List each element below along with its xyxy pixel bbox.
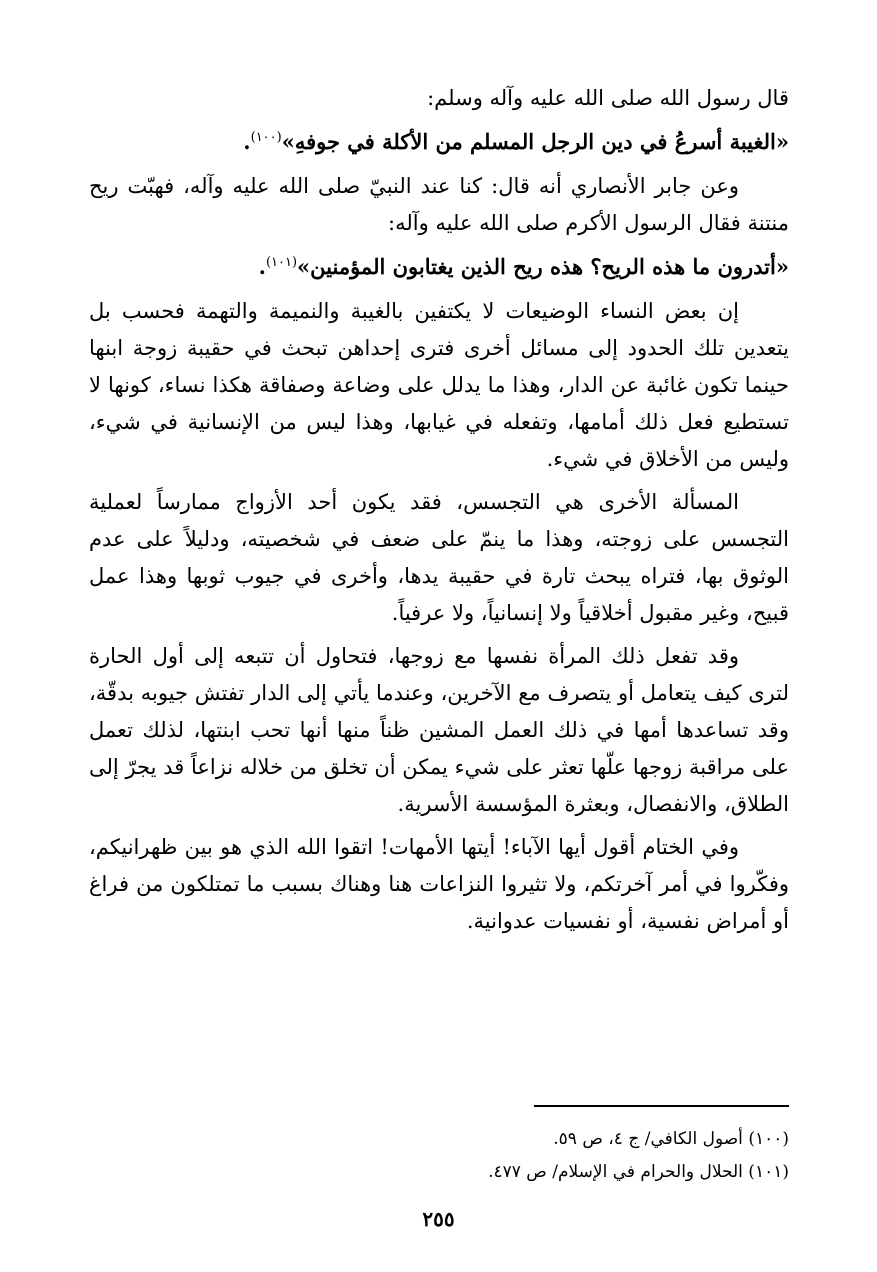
hadith-quote-2: «أتدرون ما هذه الريح؟ هذه ريح الذين يغتابون المؤمنين»$^{(١٠١)}$. — [258, 254, 789, 279]
paragraph-spying: المسألة الأخرى هي التجسس، فقد يكون أحد الأزواج ممارساً لعملية التجسس على زوجته، وهذا ما ينمّ على ضعف في شخصيته، ودليلاً على عدم الوثوق بها، فتراه يبحث تارة في حقيبة يدها، وأخرى في جيوب ثوبها وهذا عمل قبيح، وغير مقبول أخلاقياً ولا إنسانياً، ولا عرفياً. — [89, 490, 789, 625]
footnotes — [89, 1123, 789, 1189]
footnote-ref-100: (١٠٠) — [250, 130, 282, 145]
hadith-quote-1: «الغيبة أسرعُ في دين الرجل المسلم من الأكلة في جوفهِ»$^{(١٠٠)}$. — [243, 129, 789, 154]
page-number: ٢٥٥ — [422, 1207, 455, 1231]
paragraph-conclusion: وفي الختام أقول أيها الآباء! أيتها الأمهات! اتقوا الله الذي هو بين ظهرانيكم، وفكّروا في أمر آخرتكم، ولا تثيروا النزاعات هنا وهناك بسبب ما تمتلكون من فراغ أو أمراض نفسية، أو نفسيات عدوانية. — [89, 835, 789, 933]
page-body — [89, 80, 789, 946]
footnote-ref-101: (١٠١) — [265, 255, 298, 270]
hadith-quote-1-text: «الغيبة أسرعُ في دين الرجل المسلم من الأكلة في جوفهِ» — [281, 129, 789, 154]
hadith-quote-2-text: «أتدرون ما هذه الريح؟ هذه ريح الذين يغتابون المؤمنين» — [297, 254, 789, 279]
paragraph-jabir-intro: وعن جابر الأنصاري أنه قال: كنا عند النبيّ صلى الله عليه وآله، فهبّت ريح منتنة فقال الرسول الأكرم صلى الله عليه وآله: — [89, 174, 789, 235]
paragraph-hadith-intro: قال رسول الله صلى الله عليه وآله وسلم: — [427, 86, 789, 110]
footnote-100: (١٠٠) أصول الكافي/ ج ٤، ص ٥٩. — [553, 1129, 789, 1149]
footnote-divider — [534, 1105, 789, 1107]
paragraph-backbiting-women: إن بعض النساء الوضيعات لا يكتفين بالغيبة والنميمة والتهمة فحسب بل يتعدين تلك الحدود إلى مسائل أخرى فترى إحداهن تبحث في حقيبة زوجة ابنها حينما تكون غائبة عن الدار، وهذا ما يدلل على وضاعة وصفاقة هكذا نساء، كونها لا تستطيع فعل ذلك أمامها، وتفعله في غيابها، وهذا ليس من الإنسانية في شيء، وليس من الأخلاق في شيء. — [89, 299, 789, 471]
paragraph-wife-spying: وقد تفعل ذلك المرأة نفسها مع زوجها، فتحاول أن تتبعه إلى أول الحارة لترى كيف يتعامل أو يتصرف مع الآخرين، وعندما يأتي إلى الدار تفتش جيوبه بدقّة، وقد تساعدها أمها في ذلك العمل المشين ظناً منها أنها تحب ابنتها، لذلك تعمل على مراقبة زوجها علّها تعثر على شيء يمكن أن تخلق من خلاله نزاعاً قد يجرّ إلى الطلاق، والانفصال، وبعثرة المؤسسة الأسرية. — [89, 644, 789, 816]
footnote-101: (١٠١) الحلال والحرام في الإسلام/ ص ٤٧٧. — [488, 1162, 789, 1182]
